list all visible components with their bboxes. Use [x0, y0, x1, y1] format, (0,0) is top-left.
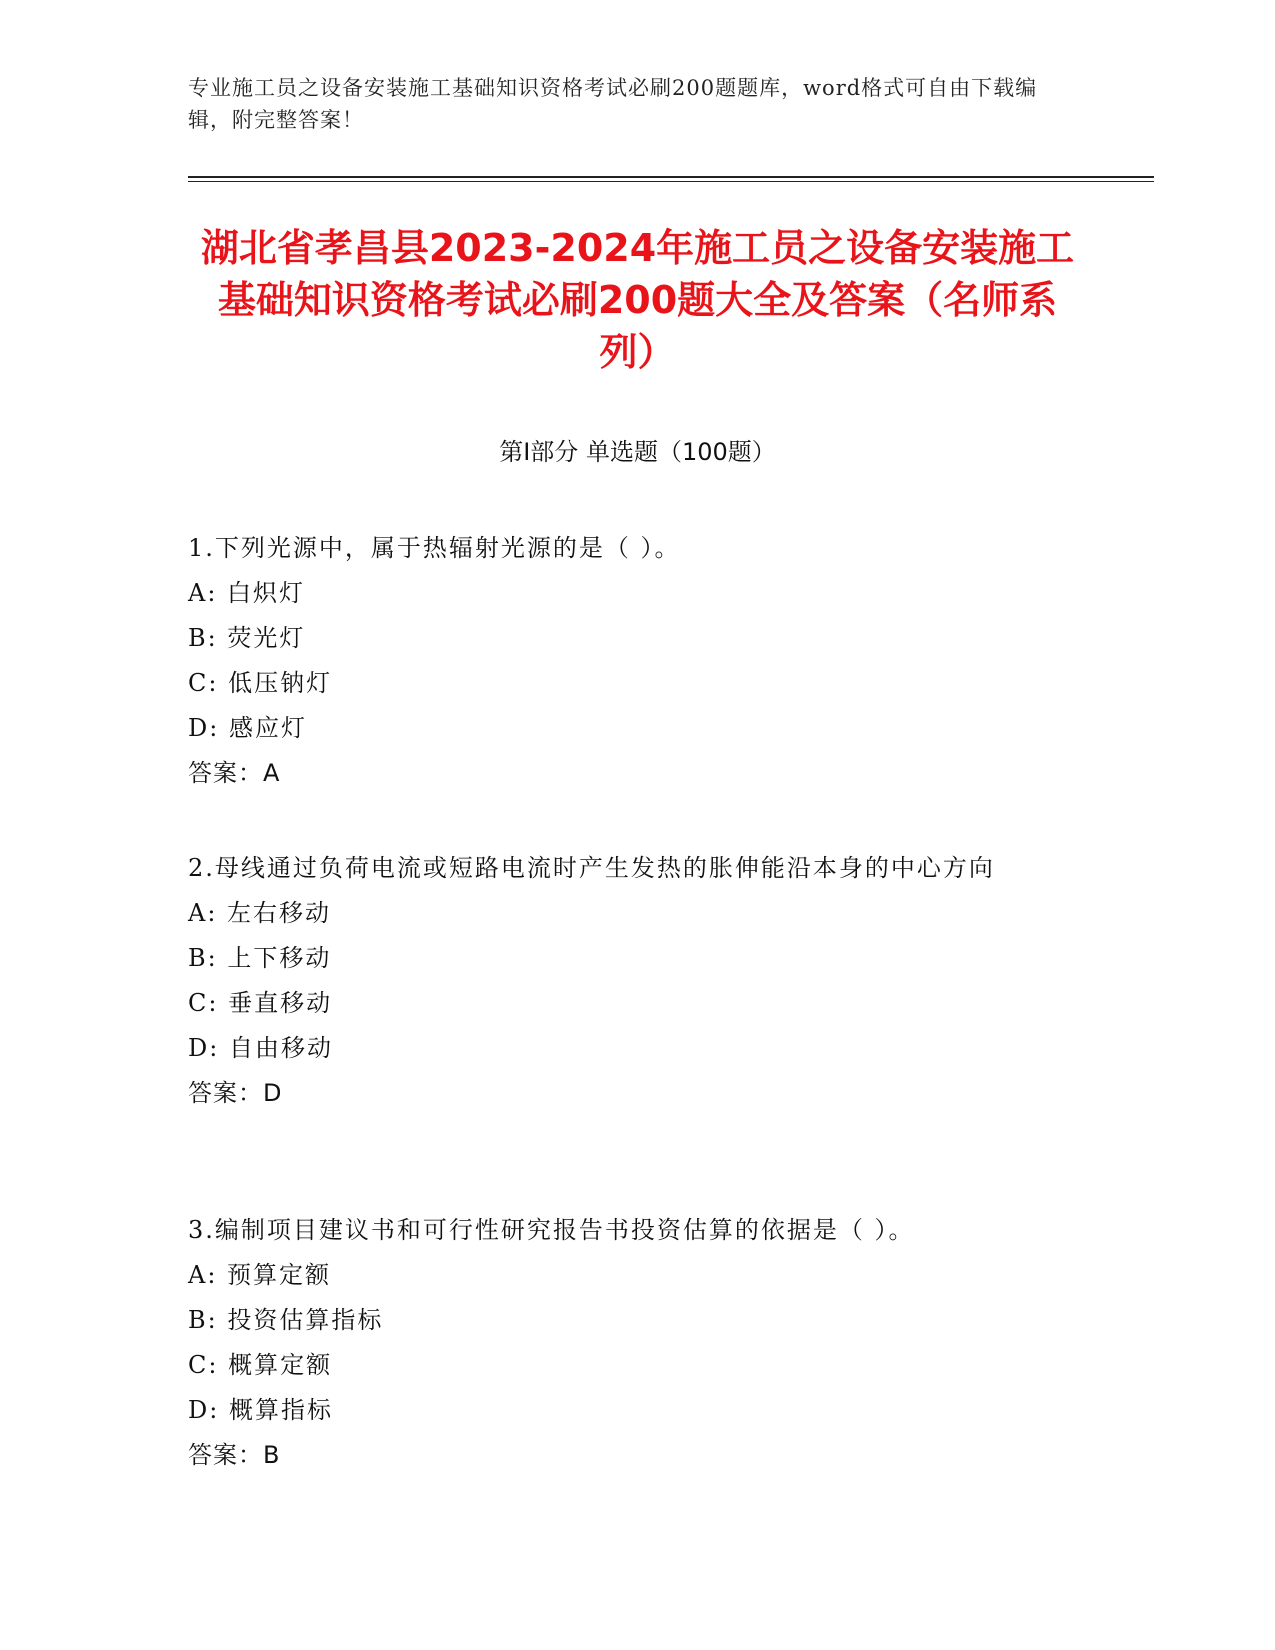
option-d: D: 感应灯 [188, 714, 307, 742]
option-a: A: 预算定额 [188, 1261, 332, 1289]
header-divider-thick [188, 176, 1154, 178]
option-b: B: 上下移动 [188, 944, 332, 972]
header-divider-thin [188, 181, 1154, 182]
option-c: C: 低压钠灯 [188, 669, 333, 697]
option-b: B: 投资估算指标 [188, 1306, 384, 1334]
answer-line: 答案：A [188, 759, 281, 787]
option-d: D: 概算指标 [188, 1396, 333, 1424]
option-b: B: 荧光灯 [188, 624, 306, 652]
option-a: A: 左右移动 [188, 899, 332, 927]
document-title: 湖北省孝昌县2023-2024年施工员之设备安装施工基础知识资格考试必刷200题大全及答案（名师系列） [200, 226, 1075, 374]
header-intro-text: 专业施工员之设备安装施工基础知识资格考试必刷200题题库，word格式可自由下载编辑，附完整答案！ [188, 76, 1038, 132]
question-block [188, 846, 1068, 1116]
option-d: D: 自由移动 [188, 1034, 333, 1062]
option-a: A: 白炽灯 [188, 579, 306, 607]
question-block [188, 526, 1068, 796]
option-c: C: 概算定额 [188, 1351, 333, 1379]
question-block [188, 1208, 1068, 1478]
answer-line: 答案：B [188, 1441, 281, 1469]
option-c: C: 垂直移动 [188, 989, 333, 1017]
question-stem: 1.下列光源中，属于热辐射光源的是（ ）。 [188, 534, 681, 562]
section-heading: 第Ⅰ部分 单选题（100题） [499, 438, 776, 466]
question-stem: 2.母线通过负荷电流或短路电流时产生发热的胀伸能沿本身的中心方向 [188, 854, 995, 882]
question-stem: 3.编制项目建议书和可行性研究报告书投资估算的依据是（ ）。 [188, 1216, 915, 1244]
answer-line: 答案：D [188, 1079, 283, 1107]
